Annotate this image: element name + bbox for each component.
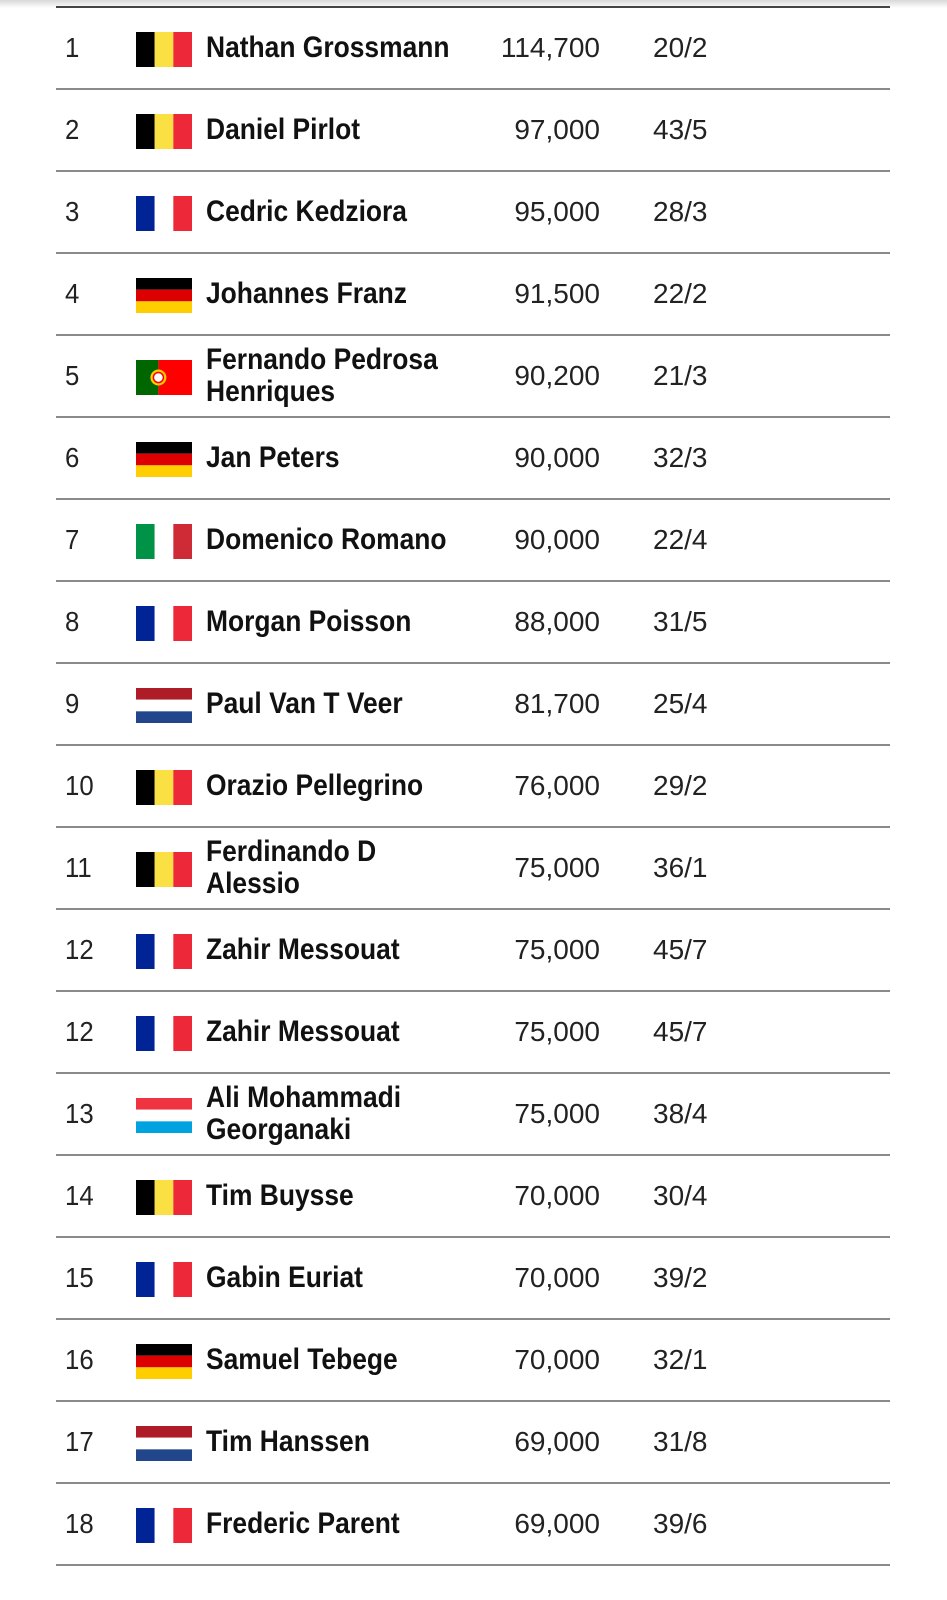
prize-amount: 81,700 [514, 688, 600, 719]
table-row[interactable] [56, 1074, 890, 1156]
france-flag-icon [136, 1508, 192, 1543]
prize-amount: 114,700 [500, 32, 600, 63]
rank-cell: 6 [65, 442, 80, 473]
score-ratio: 22/2 [653, 278, 708, 309]
score-ratio: 38/4 [653, 1098, 708, 1129]
prize-amount: 75,000 [514, 1016, 600, 1047]
score-ratio: 21/3 [653, 360, 708, 391]
player-name[interactable]: Tim Buysse [206, 1179, 354, 1212]
luxembourg-flag-icon [136, 1098, 192, 1133]
table-row[interactable] [56, 418, 890, 500]
score-ratio: 45/7 [653, 934, 708, 965]
portugal-flag-icon [136, 360, 192, 395]
score-ratio: 31/5 [653, 606, 708, 637]
belgium-flag-icon [136, 770, 192, 805]
rank-cell: 1 [65, 32, 80, 63]
player-name[interactable]: Gabin Euriat [206, 1261, 363, 1294]
player-name[interactable]: Ferdinando D Alessio [206, 835, 377, 900]
player-name[interactable]: Tim Hanssen [206, 1425, 370, 1458]
score-ratio: 25/4 [653, 688, 708, 719]
rank-cell: 11 [65, 852, 92, 883]
belgium-flag-icon [136, 1180, 192, 1215]
player-name[interactable]: Johannes Franz [206, 277, 407, 310]
score-ratio: 43/5 [653, 114, 708, 145]
score-ratio: 39/6 [653, 1508, 708, 1539]
rank-cell: 2 [65, 114, 80, 145]
rank-cell: 14 [65, 1180, 94, 1211]
belgium-flag-icon [136, 32, 192, 67]
player-name[interactable]: Cedric Kedziora [206, 195, 407, 228]
score-ratio: 32/3 [653, 442, 708, 473]
prize-amount: 75,000 [514, 1098, 600, 1129]
table-row[interactable] [56, 828, 890, 910]
france-flag-icon [136, 934, 192, 969]
table-row[interactable] [56, 336, 890, 418]
player-name[interactable]: Samuel Tebege [206, 1343, 398, 1376]
table-row[interactable] [56, 1402, 890, 1484]
player-name[interactable]: Nathan Grossmann [206, 31, 450, 64]
score-ratio: 20/2 [653, 32, 708, 63]
table-row[interactable] [56, 992, 890, 1074]
table-row[interactable] [56, 1238, 890, 1320]
player-name[interactable]: Fernando Pedrosa Henriques [206, 343, 438, 408]
prize-amount: 97,000 [514, 114, 600, 145]
belgium-flag-icon [136, 852, 192, 887]
score-ratio: 30/4 [653, 1180, 708, 1211]
prize-amount: 75,000 [514, 934, 600, 965]
france-flag-icon [136, 1016, 192, 1051]
prize-amount: 90,000 [514, 442, 600, 473]
player-name[interactable]: Morgan Poisson [206, 605, 412, 638]
ranking-table [56, 8, 890, 1566]
score-ratio: 22/4 [653, 524, 708, 555]
prize-amount: 91,500 [514, 278, 600, 309]
table-row[interactable] [56, 254, 890, 336]
table-row[interactable] [56, 910, 890, 992]
rank-cell: 8 [65, 606, 80, 637]
score-ratio: 28/3 [653, 196, 708, 227]
netherlands-flag-icon [136, 1426, 192, 1461]
table-row[interactable] [56, 582, 890, 664]
table-row[interactable] [56, 746, 890, 828]
table-row[interactable] [56, 1320, 890, 1402]
prize-amount: 95,000 [514, 196, 600, 227]
table-row[interactable] [56, 90, 890, 172]
table-row[interactable] [56, 500, 890, 582]
table-row[interactable] [56, 664, 890, 746]
table-row[interactable] [56, 1484, 890, 1566]
rank-cell: 5 [65, 360, 80, 391]
rank-cell: 13 [65, 1098, 94, 1129]
score-ratio: 31/8 [653, 1426, 708, 1457]
table-row[interactable] [56, 172, 890, 254]
prize-amount: 70,000 [514, 1344, 600, 1375]
player-name[interactable]: Frederic Parent [206, 1507, 400, 1540]
prize-amount: 69,000 [514, 1426, 600, 1457]
rank-cell: 12 [65, 934, 94, 965]
france-flag-icon [136, 606, 192, 641]
germany-flag-icon [136, 278, 192, 313]
player-name[interactable]: Zahir Messouat [206, 1015, 400, 1048]
netherlands-flag-icon [136, 688, 192, 723]
rank-cell: 16 [65, 1344, 94, 1375]
player-name[interactable]: Paul Van T Veer [206, 687, 403, 720]
germany-flag-icon [136, 1344, 192, 1379]
prize-amount: 75,000 [514, 852, 600, 883]
score-ratio: 32/1 [653, 1344, 708, 1375]
player-name[interactable]: Orazio Pellegrino [206, 769, 424, 802]
score-ratio: 29/2 [653, 770, 708, 801]
score-ratio: 45/7 [653, 1016, 708, 1047]
france-flag-icon [136, 1262, 192, 1297]
prize-amount: 88,000 [514, 606, 600, 637]
prize-amount: 90,200 [514, 360, 600, 391]
rank-cell: 10 [65, 770, 94, 801]
table-row[interactable] [56, 1156, 890, 1238]
rank-cell: 17 [65, 1426, 94, 1457]
rank-cell: 12 [65, 1016, 94, 1047]
rank-cell: 9 [65, 688, 80, 719]
player-name[interactable]: Daniel Pirlot [206, 113, 361, 146]
prize-amount: 69,000 [514, 1508, 600, 1539]
germany-flag-icon [136, 442, 192, 477]
prize-amount: 76,000 [514, 770, 600, 801]
prize-amount: 70,000 [514, 1180, 600, 1211]
rank-cell: 18 [65, 1508, 94, 1539]
belgium-flag-icon [136, 114, 192, 149]
france-flag-icon [136, 196, 192, 231]
rank-cell: 3 [65, 196, 80, 227]
italy-flag-icon [136, 524, 192, 559]
player-name[interactable]: Domenico Romano [206, 523, 447, 556]
player-name[interactable]: Ali Mohammadi Georganaki [206, 1081, 402, 1146]
table-row[interactable] [56, 8, 890, 90]
score-ratio: 39/2 [653, 1262, 708, 1293]
player-name[interactable]: Jan Peters [206, 441, 340, 474]
score-ratio: 36/1 [653, 852, 708, 883]
prize-amount: 70,000 [514, 1262, 600, 1293]
rank-cell: 7 [65, 524, 80, 555]
player-name[interactable]: Zahir Messouat [206, 933, 400, 966]
rank-cell: 4 [65, 278, 80, 309]
prize-amount: 90,000 [514, 524, 600, 555]
rank-cell: 15 [65, 1262, 94, 1293]
